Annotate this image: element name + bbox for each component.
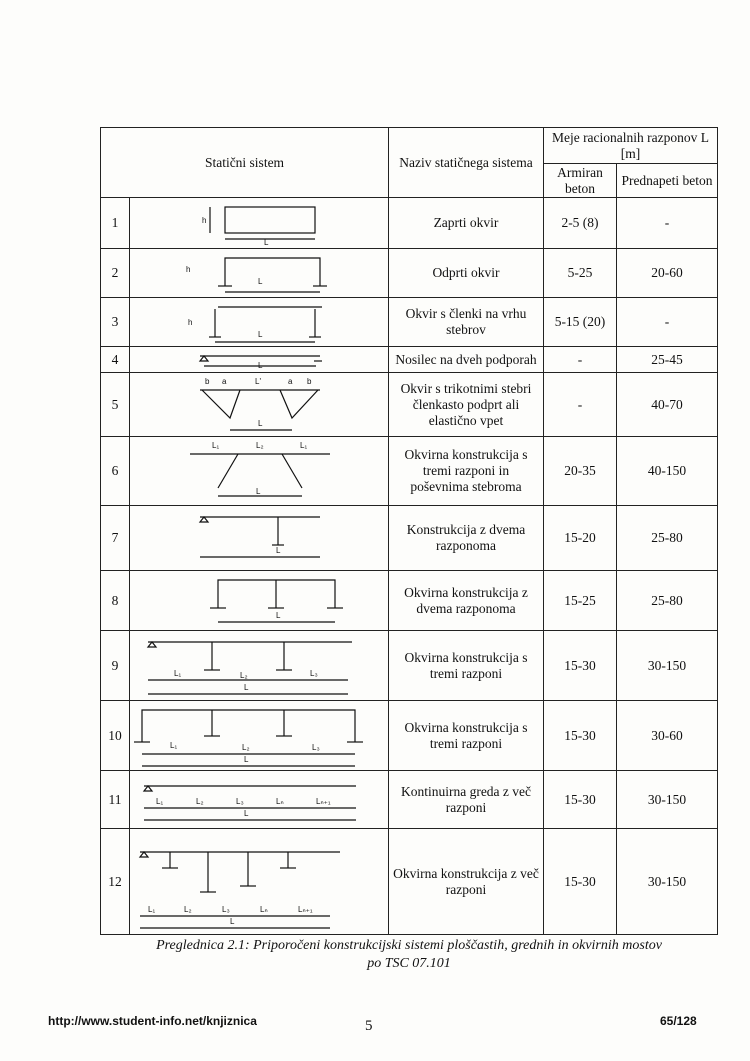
diagram-multi-span-frame [130,829,389,935]
diagram-triangular-columns [130,373,389,437]
row-number: 5 [101,373,130,437]
table-row [101,298,718,347]
svg-text:L: L [258,277,263,286]
system-name: Odprti okvir [389,249,544,298]
header-reinforced: Armiran beton [544,164,617,198]
svg-text:L₂: L₂ [256,441,264,450]
table-row [101,829,718,935]
system-name: Konstrukcija z dvema razponoma [389,506,544,571]
range-reinforced: 2-5 (8) [544,198,617,249]
range-reinforced: 20-35 [544,437,617,506]
svg-text:Lₙ₊₁: Lₙ₊₁ [298,904,313,914]
row-number: 9 [101,631,130,701]
svg-text:L: L [256,487,261,496]
diagram-simple-beam [130,347,389,373]
svg-text:L₁: L₁ [156,796,164,806]
table-row [101,701,718,771]
svg-text:b: b [205,376,210,386]
table-row [101,437,718,506]
svg-text:L₃: L₃ [222,904,230,914]
svg-text:L₂: L₂ [184,904,192,914]
diagram-open-frame [130,249,389,298]
range-prestressed: - [617,198,718,249]
range-prestressed: 30-150 [617,631,718,701]
row-number: 3 [101,298,130,347]
range-reinforced: 15-30 [544,631,617,701]
range-reinforced: 15-30 [544,829,617,935]
diagram-continuous-beam [130,771,389,829]
svg-text:L₂: L₂ [242,742,250,752]
diagram-hinged-frame [130,298,389,347]
svg-text:h: h [188,318,193,327]
table-row [101,771,718,829]
svg-text:L₁: L₁ [170,740,178,750]
svg-text:L: L [258,360,263,370]
system-name: Okvirna konstrukcija s tremi razponi [389,631,544,701]
page-number: 5 [365,1018,373,1034]
row-number: 1 [101,198,130,249]
range-prestressed: 40-150 [617,437,718,506]
system-name: Nosilec na dveh podporah [389,347,544,373]
table-row [101,631,718,701]
row-number: 2 [101,249,130,298]
row-number: 11 [101,771,130,829]
svg-text:L₁: L₁ [174,668,182,678]
table-row [101,506,718,571]
range-prestressed: 40-70 [617,373,718,437]
range-prestressed: 30-150 [617,771,718,829]
diagram-two-span [130,506,389,571]
system-name: Okvirna konstrukcija z dvema razponoma [389,571,544,631]
table-row [101,249,718,298]
range-prestressed: 25-80 [617,571,718,631]
diagram-inclined-columns [130,437,389,506]
range-prestressed: - [617,298,718,347]
svg-text:L₁: L₁ [300,441,308,450]
diagram-three-span-frame [130,631,389,701]
svg-text:L: L [244,754,249,764]
svg-text:L₃: L₃ [310,668,318,678]
svg-text:L: L [230,916,235,926]
row-number: 6 [101,437,130,506]
table-row [101,373,718,437]
range-prestressed: 25-80 [617,506,718,571]
svg-text:L: L [244,682,249,692]
range-reinforced: 15-20 [544,506,617,571]
svg-text:Lₙ₊₁: Lₙ₊₁ [316,796,331,806]
table-row [101,198,718,249]
svg-text:L₃: L₃ [236,796,244,806]
svg-text:L': L' [255,376,261,386]
svg-text:L: L [276,546,281,555]
range-prestressed: 30-60 [617,701,718,771]
system-name: Okvirna konstrukcija s tremi razponi [389,701,544,771]
system-name: Okvir s trikotnimi stebri členkasto podprt ali elastično vpet [389,373,544,437]
svg-text:L: L [276,610,281,620]
svg-text:L₂: L₂ [196,796,204,806]
diagram-three-span-full-frame [130,701,389,771]
header-static-system: Statični sistem [101,128,389,198]
svg-text:h: h [186,265,191,274]
row-number: 10 [101,701,130,771]
range-prestressed: 20-60 [617,249,718,298]
svg-text:a: a [288,376,293,386]
svg-text:L: L [258,418,263,428]
bridge-systems-table [100,127,718,935]
svg-text:Lₙ: Lₙ [276,796,284,806]
range-reinforced: 15-30 [544,771,617,829]
svg-text:L: L [244,808,249,818]
diagram-two-span-frame [130,571,389,631]
header-range: Meje racionalnih razponov L [m] [544,128,718,164]
system-name: Okvir s členki na vrhu stebrov [389,298,544,347]
system-name: Zaprti okvir [389,198,544,249]
svg-text:b: b [307,376,312,386]
svg-text:L: L [258,330,263,339]
table-caption-source: po TSC 07.101 [367,956,451,971]
diagram-closed-frame [130,198,389,249]
page-count: 65/128 [660,1014,697,1028]
range-reinforced: - [544,347,617,373]
range-reinforced: 5-15 (20) [544,298,617,347]
footer-url[interactable]: http://www.student-info.net/knjiznica [48,1014,257,1028]
svg-text:Lₙ: Lₙ [260,904,268,914]
system-name: Okvirna konstrukcija s tremi razponi in poševnima stebroma [389,437,544,506]
svg-text:L₂: L₂ [240,670,248,680]
range-prestressed: 25-45 [617,347,718,373]
svg-text:L₁: L₁ [148,904,156,914]
header-prestressed: Prednapeti beton [617,164,718,198]
svg-text:L₃: L₃ [312,742,320,752]
system-name: Okvirna konstrukcija z več razponi [389,829,544,935]
svg-text:a: a [222,376,227,386]
table-row [101,571,718,631]
row-number: 4 [101,347,130,373]
range-reinforced: 15-25 [544,571,617,631]
row-number: 8 [101,571,130,631]
svg-text:L: L [264,238,269,247]
system-name: Kontinuirna greda z več razponi [389,771,544,829]
row-number: 12 [101,829,130,935]
svg-text:L₁: L₁ [212,441,220,450]
table-row [101,347,718,373]
range-prestressed: 30-150 [617,829,718,935]
range-reinforced: - [544,373,617,437]
table-caption: Preglednica 2.1: Priporočeni konstrukcijski sistemi ploščastih, grednih in okvirnih mostov [156,938,662,953]
row-number: 7 [101,506,130,571]
range-reinforced: 15-30 [544,701,617,771]
range-reinforced: 5-25 [544,249,617,298]
svg-text:h: h [202,216,207,225]
header-system-name: Naziv statičnega sistema [389,128,544,198]
